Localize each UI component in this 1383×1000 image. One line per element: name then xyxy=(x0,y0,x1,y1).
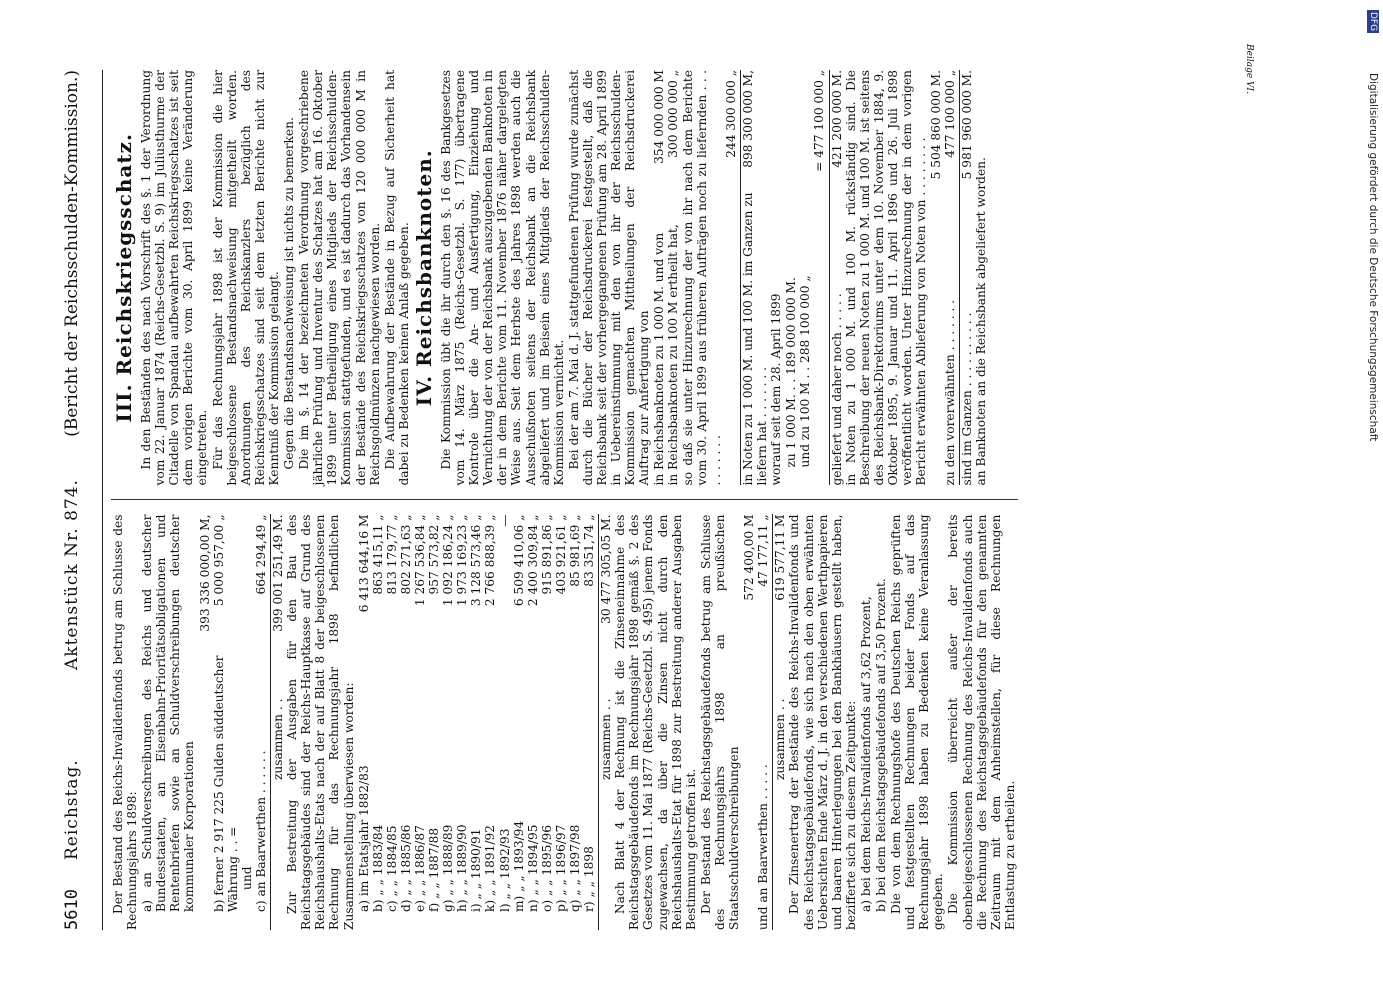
year-list xyxy=(357,514,597,930)
year-row xyxy=(582,514,596,930)
amount: 572 400,00 M xyxy=(742,514,757,601)
total-label: zusammen . . xyxy=(773,698,788,780)
line-label: in Reichsbanknoten zu 100 M ertheilt hat, xyxy=(666,224,681,486)
total-amount: 5 981 960 000 M. xyxy=(960,69,975,180)
paragraph: Die im §. 14 der bezeichneten Verordnung vorgeschriebene jährliche Prüfung und Inventur des Schatzes hat am 16. Oktober 1899 unter Betheiligung eines Mitglieds der Reichsschulden-Kommission stattgefunden, und es ist dadurch das Vorhandensein der Bestände des Reichskriegsschatzes von 120 000 000 M in Reichsgoldmünzen nachgewiesen worden. xyxy=(297,69,382,486)
header-right: (Bericht der Reichsschulden-Kommission.) xyxy=(62,70,82,437)
year-amount: — xyxy=(497,514,512,527)
year-label: f) „ „ 1887/88 xyxy=(427,827,442,912)
year-row xyxy=(469,514,483,930)
paragraph: Zur Bestreitung der Ausgaben für den Bau des Reichstagsgebäudes sind der Reichs-Hauptkasse auf Grund des Reichshaushalts-Etats nach der auf Blatt 8 der beigeschlossenen Rechnung für das Rechnungsjahr 1898 befindlichen Zusammenstellung überwiesen worden: xyxy=(285,514,356,930)
page-number: 5610 xyxy=(62,889,82,930)
total-amount: 619 577,11 M xyxy=(773,514,788,601)
year-amount: 1 267 536,84 „ xyxy=(412,514,427,607)
left-column xyxy=(111,514,1018,930)
header-left: Reichstag. xyxy=(62,759,82,860)
year-row xyxy=(371,514,385,930)
section-heading: IV. Reichsbanknoten. xyxy=(411,149,436,407)
right-column xyxy=(111,70,1018,486)
paragraph: Die Aufbewahrung der Bestände in Bezug auf Sicherheit hat dabei zu Bedenken keinen Anlaß gegeben. xyxy=(382,69,411,486)
year-amount: 957 573,82 „ xyxy=(427,514,442,595)
header-title: Aktenstück Nr. 874. xyxy=(62,479,82,670)
paragraph: in Noten zu 1 000 M. und 100 M. rückständig sind. Die Beschreibung der neuen Noten zu 1 000 M. und 100 M. ist seitens des Reichsbank-Direktoriums unter dem 10. November 1884, 9. Oktober 1895, 9. Januar und 11. April 1896 und 26. Juli 1898 veröffentlicht worden. Unter Hinzurechnung der in dem vorigen Bericht erwähnten Ablieferung von Noten von . . . . . . . . xyxy=(843,69,929,486)
year-label: b) „ „ 1883/84 xyxy=(370,824,385,912)
year-label: g) „ „ 1888/89 xyxy=(441,824,456,912)
line-label: zu den vorerwähnten . . . . . . . xyxy=(943,299,958,486)
year-label: p) „ „ 1896/97 xyxy=(553,824,568,912)
line-label: geliefert und daher noch . . . . . xyxy=(829,293,844,486)
amount: 47 177,11 „ xyxy=(756,514,771,587)
amount: 300 000 000 „ xyxy=(666,69,681,158)
year-amount: 1 092 186,24 „ xyxy=(441,514,456,607)
year-row xyxy=(455,514,469,930)
year-label: r) „ „ 1898 xyxy=(582,846,597,912)
year-amount: 863 415,11 „ xyxy=(370,514,385,595)
line-label: und an Baarwerthen . . . . . xyxy=(756,764,771,930)
year-label: q) „ „ 1897/98 xyxy=(568,824,582,912)
year-row xyxy=(441,514,455,930)
year-amount: 6 509 410,06 „ xyxy=(511,514,526,607)
year-amount: 403 921,61 „ xyxy=(553,514,568,595)
total-amount: 30 477 305,05 M. xyxy=(599,514,614,624)
year-label: a) im Etatsjahr 1882/83 xyxy=(356,765,371,912)
amount: 421 200 000 M. xyxy=(829,69,844,168)
credit-text: Digitalisierung gefördert durch die Deutsche Forschungsgemeinschaft xyxy=(1367,73,1379,442)
year-label: l) „ „ 1892/93 xyxy=(497,828,512,912)
paragraph: so daß sie unter Hinzurechnung der von ihr nach dem Berichte vom 30. April 1899 aus früheren Aufträgen noch zu liefernden . . . . . . . . . . xyxy=(680,69,723,486)
year-row xyxy=(512,514,526,930)
margin-annotation xyxy=(1244,44,1280,114)
year-amount: 85 981,69 „ xyxy=(568,514,582,587)
year-amount: 83 351,74 „ xyxy=(582,514,597,587)
year-row xyxy=(357,514,371,930)
amount: 244 300 000 „ xyxy=(723,69,738,158)
year-row xyxy=(554,514,568,930)
paragraph: Die Kommission überreicht außer der bereits obenbeigeschlossenen Rechnung des Reichs-Invalidenfonds auch die Rechnung des Reichstagsgebäudefonds für den genannten Zeitraum mit dem Anheimstellen, für diese Rechnungen Entlastung zu ertheilen. xyxy=(946,514,1017,930)
year-amount: 802 271,63 „ xyxy=(398,514,413,595)
paragraph: In den Beständen des nach Vorschrift des §. 1 der Verordnung vom 22. Januar 1874 (Reichs-Gesetzbl. S. 9) im Juliusthurme der Citadelle von Spandau aufbewahrten Reichskriegsschatzes ist seit dem vorigen Berichte vom 30. April 1899 keine Veränderung eingetreten. xyxy=(139,69,210,486)
dfg-logo: DFG xyxy=(1368,12,1378,32)
year-label: n) „ „ 1894/95 xyxy=(525,824,540,912)
year-row xyxy=(399,514,413,930)
year-row xyxy=(427,514,441,930)
year-amount: 2 400 309,84 „ xyxy=(525,514,540,607)
line-label: sind im Ganzen . . . . . . . . . . xyxy=(960,312,975,486)
year-label: e) „ „ 1886/87 xyxy=(412,825,427,912)
year-amount: 813 179,77 „ xyxy=(384,514,399,595)
line-label: in Noten zu 1 000 M. und 100 M. im Ganzen zu liefern hat . . . . . . . xyxy=(740,192,770,486)
year-amount: 915 891,86 „ xyxy=(539,514,554,595)
amount: 664 294,49 „ xyxy=(253,514,268,595)
header-rule xyxy=(102,70,103,930)
amount: = 477 100 000 „ xyxy=(812,69,827,172)
beilage-note: Beilage VI. xyxy=(1244,44,1254,94)
column-divider xyxy=(111,500,1018,501)
paragraph: a) bei dem Reichs-Invalidenfonds auf 3,62 Prozent, xyxy=(858,596,873,912)
year-label: k) „ „ 1891/92 xyxy=(483,824,498,912)
paragraph: an Banknoten an die Reichsbank abgeliefert worden. xyxy=(974,157,989,486)
year-row xyxy=(483,514,497,930)
line-label: c) an Baarwerthen . . . . . . xyxy=(253,750,268,912)
amount: 898 300 000 M, xyxy=(740,69,755,168)
total-label: zusammen . . xyxy=(599,698,614,780)
paragraph: b) bei dem Reichstagsgebäudefonds auf 3,50 Prozent. xyxy=(873,578,888,912)
paragraph: Der Bestand des Reichs-Invalidenfonds betrug am Schlusse des Rechnungsjahrs 1898: xyxy=(111,514,140,930)
year-label: o) „ „ 1895/96 xyxy=(539,825,554,912)
amount: 477 100 000 „ xyxy=(943,69,958,158)
year-label: i) „ „ 1890/91 xyxy=(469,828,484,912)
paragraph: Die Kommission übt die ihr durch den §. 16 des Bankgesetzes vom 14. März 1875 (Reichs-Gesetzbl. S. 177) übertragene Kontrole über die An- und Ausfertigung, Einziehung und Vernichtung der von der Reichsbank auszugebenden Banknoten in der in dem Berichte vom 11. November 1876 näher dargelegten Weise aus. Seit dem Herbste des Jahres 1898 werden auch die Ausschußnoten seitens der Reichsbank an die Reichsbank abgeliefert und im Beisein eines Mitglieds der Reichsschulden-Kommission vernichtet. xyxy=(438,69,566,486)
amount: 393 336 000,00 M, xyxy=(197,514,212,632)
line-label: zu 1 000 M. . . 189 000 000 M. xyxy=(784,277,799,468)
year-row xyxy=(413,514,427,930)
paragraph: Nach Blatt 4 der Rechnung ist die Zinseneinnahme des Reichstagsgebäudefonds im Rechnungsjahr 1898 gemäß §. 2 des Gesetzes vom 11. Mai 1877 (Reichs-Gesetzbl. S. 495) jenem Fonds zugewachsen, da über die Zinsen nicht durch den Reichshaushalts-Etat für 1898 zur Bestreitung anderer Ausgaben Bestimmung getroffen ist. xyxy=(613,514,698,930)
paragraph: Der Bestand des Reichstagsgebäudefonds betrug am Schlusse des Rechnungsjahrs 1898 an preußischen Staatsschuldverschreibungen xyxy=(698,514,742,930)
year-label: c) „ „ 1884/85 xyxy=(384,825,399,912)
amount: 5 504 860 000 M. xyxy=(929,69,944,180)
line-label: in Reichsbanknoten zu 1 000 M. und von xyxy=(652,232,667,486)
line-label: und zu 100 M . . 288 100 000 „ xyxy=(798,275,813,468)
year-row xyxy=(526,514,540,930)
paragraph: a) an Schuldverschreibungen des Reichs und deutscher Bundesstaaten, an Eisenbahn-Prioritätsobligationen und Rentenbriefen sowie an Schuldverschreibungen deutscher kommunaler Korporationen xyxy=(140,514,197,912)
page-header xyxy=(62,70,98,930)
section-heading: III. Reichskriegsschatz. xyxy=(112,133,136,423)
paragraph: Für das Rechnungsjahr 1898 ist der Kommission die hier beigeschlossene Bestandsnachweisung mitgetheilt worden. Anordnungen des Reichskanzlers bezüglich des Reichskriegsschatzes sind seit dem letzten Berichte nicht zur Kenntniß der Kommission gelangt. xyxy=(210,69,281,486)
year-label: h) „ „ 1889/90 xyxy=(455,824,470,912)
paragraph: worauf seit dem 28. April 1899 xyxy=(769,293,784,486)
paragraph: Der Zinsenertrag der Bestände des Reichs-Invalidenfonds und des Reichstagsgebäudefonds, wie sich nach den oben erwähnten Uebersichten Ende März d. J. in den verschiedenen Werthpapieren und baaren Hinterlegungen bei den Bankhäusern gestellt haben, bezifferte sich zu diesem Zeitpunkte: xyxy=(787,514,858,930)
year-row xyxy=(568,514,582,930)
year-amount: 3 128 573,46 „ xyxy=(469,514,484,607)
year-label: d) „ „ 1885/86 xyxy=(398,824,413,912)
year-label: m) „ „ 1893/94 xyxy=(511,820,526,912)
line-label: b) ferner 2 917 225 Gulden süddeutscher Währung . . = xyxy=(211,655,240,912)
margin-credit xyxy=(1362,10,1383,1000)
paragraph: Gegen die Bestandsnachweisung ist nichts zu bemerken. xyxy=(282,117,297,470)
year-amount: 1 973 169,23 „ xyxy=(455,514,470,607)
paragraph: Bei der am 7. Mai d. J. stattgefundenen Prüfung wurde zunächst durch die Bücher der Reichsdruckerei festgestellt, daß die Reichsbank seit der vorhergegangenen Prüfung am 28. April 1899 in Uebereinstimmung mit den von ihr der Reichsschulden-Kommission gemachten Mittheilungen der Reichsdruckerei Auftrag zur Anfertigung von xyxy=(566,69,652,486)
paragraph: Die von dem Rechnungshofe des Deutschen Reichs geprüften und festgestellten Rechnungen beider Fonds auf das Rechnungsjahr 1898 haben zu Bedenken keine Veranlassung gegeben. xyxy=(889,514,946,930)
amount: 354 000 000 M xyxy=(652,69,667,164)
year-row xyxy=(540,514,554,930)
year-amount: 6 413 644,16 M xyxy=(356,514,371,613)
year-row xyxy=(385,514,399,930)
amount: 5 000 957,00 „ xyxy=(211,514,226,607)
year-row xyxy=(498,514,512,930)
year-amount: 2 766 888,39 „ xyxy=(483,514,498,607)
total-label: zusammen . . xyxy=(271,698,286,780)
total-amount: 399 001 251,49 M. xyxy=(271,514,286,632)
line-label: und xyxy=(239,866,254,890)
